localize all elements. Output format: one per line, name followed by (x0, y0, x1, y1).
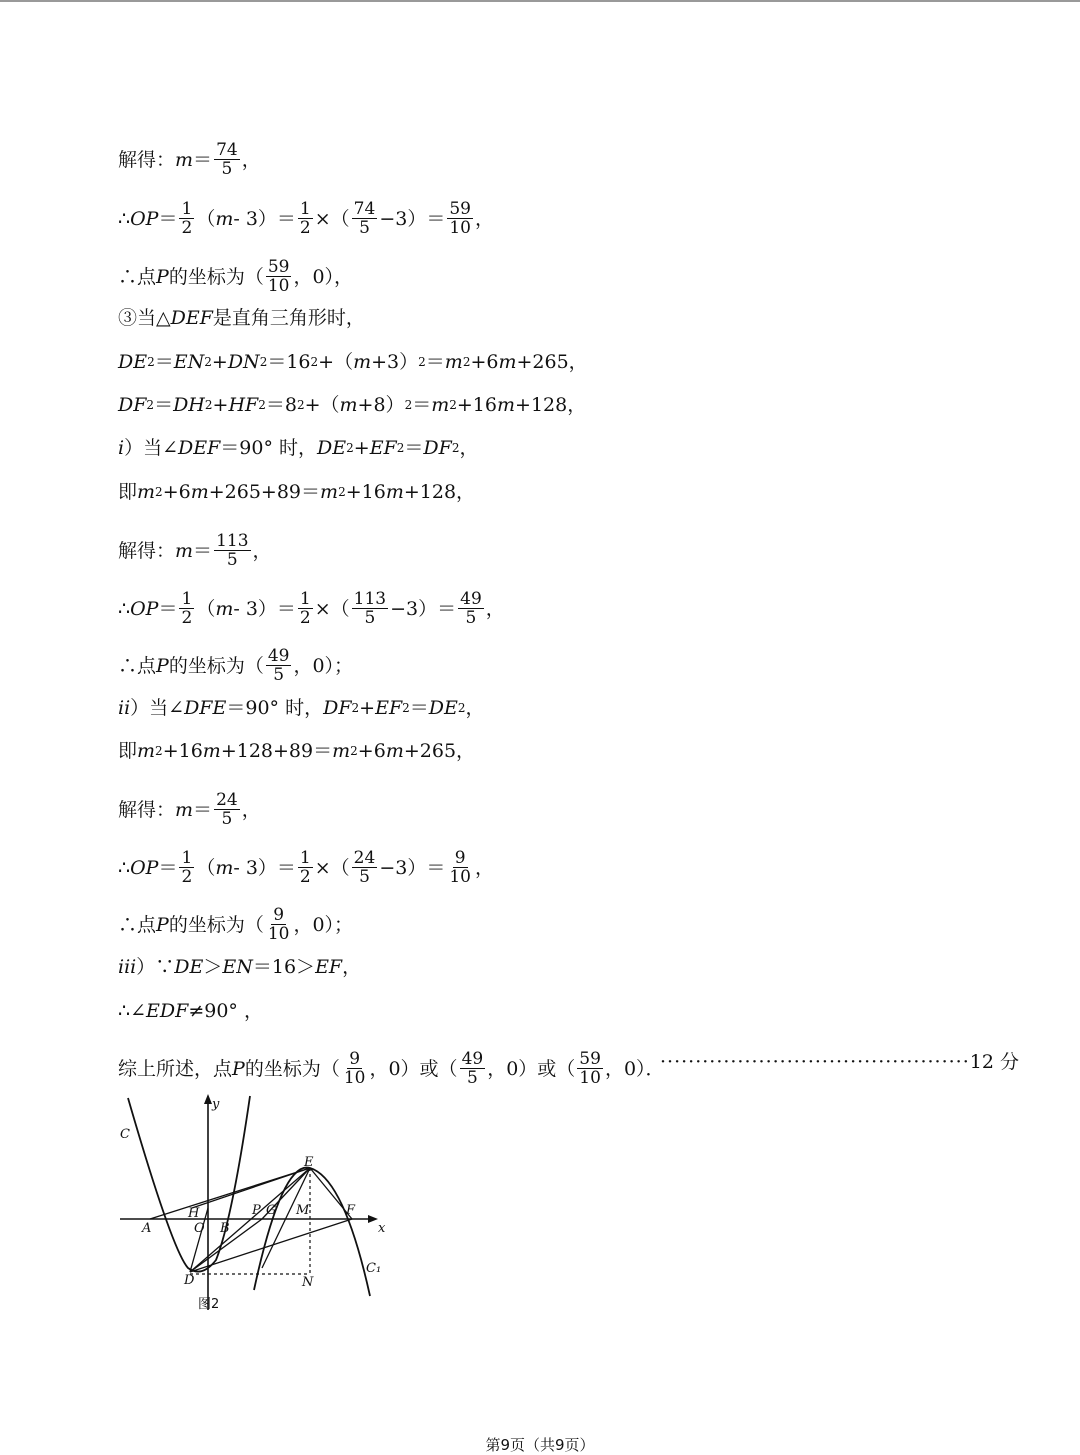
label-c: C (120, 1127, 130, 1142)
math-variable: m (175, 148, 194, 171)
text-run: ， (474, 207, 494, 230)
parabola-diagram (112, 1090, 412, 1320)
fraction-numerator: 9 (349, 1049, 361, 1069)
line-df (190, 1219, 352, 1272)
text-run: 的坐标为（ (168, 265, 264, 288)
math-variable: P (156, 265, 169, 288)
text-run: 解得： (118, 539, 176, 562)
text-run: ＝ (154, 394, 174, 416)
text-run: ＝ (193, 148, 213, 171)
text-run: ＝ (404, 437, 424, 459)
fraction-denominator: 5 (465, 608, 477, 628)
text-run: + (211, 351, 228, 373)
math-variable: ii (118, 697, 131, 719)
text-run: + (359, 697, 376, 719)
fraction-denominator: 2 (299, 608, 311, 628)
solution-line (118, 791, 261, 828)
fraction-denominator: 5 (221, 809, 233, 829)
fraction (298, 590, 313, 627)
text-run: ，0）或（ (487, 1057, 576, 1080)
text-run: ＝90° 时， (226, 697, 324, 719)
fraction-numerator: 49 (460, 589, 482, 609)
text-run: ＞ (203, 956, 223, 978)
solution-line (118, 141, 261, 178)
line-ge (262, 1168, 310, 1268)
solution-line: DF 2 ＝ DH 2 + HF 2 ＝8 2 +（ m +8） 2 ＝ m 2 +16 m +128， (118, 394, 587, 416)
fraction (352, 849, 378, 886)
math-variable: DF (423, 437, 452, 459)
text-run: +（ (318, 351, 354, 373)
fraction-numerator: 1 (181, 848, 193, 868)
fraction-denominator: 2 (299, 867, 311, 887)
text-run: ＝16 (267, 351, 311, 373)
text-run: ， (241, 798, 261, 821)
math-variable: m (339, 394, 358, 416)
text-run: +16 (456, 394, 497, 416)
solution-line (118, 1050, 665, 1087)
text-run: ＝90° 时， (220, 437, 318, 459)
text-run: +128+89＝ (220, 740, 333, 762)
text-run: −3）＝ (379, 856, 446, 879)
solution-line (118, 906, 353, 943)
fraction (214, 532, 250, 569)
solution-line: i ）当∠ DEF ＝90° 时， DE 2 + EF 2 ＝ DF 2 ， (118, 437, 479, 459)
math-variable: EF (369, 437, 397, 459)
fraction-denominator: 10 (267, 924, 290, 944)
label-g: G (266, 1203, 277, 1218)
label-m: M (296, 1203, 310, 1218)
solution-line (118, 955, 361, 979)
math-variable: EN (173, 351, 205, 373)
fraction-numerator: 1 (299, 199, 311, 219)
math-variable: OP (130, 856, 159, 879)
fraction (266, 906, 292, 943)
fraction (179, 590, 194, 627)
text-run: ＝ (158, 597, 178, 620)
math-variable: m (385, 481, 404, 503)
solution-line: ii ）当∠ DFE ＝90° 时， DF 2 + EF 2 ＝ DE 2 ， (118, 697, 485, 719)
text-run: ＝ (409, 697, 429, 719)
text-run: + (212, 394, 229, 416)
solution-line (118, 590, 505, 627)
math-variable: m (497, 394, 516, 416)
math-variable: m (498, 351, 517, 373)
text-run: ≠90° ， (188, 1000, 263, 1022)
math-variable: m (353, 351, 372, 373)
text-run: ∴点 (118, 265, 157, 288)
fraction-denominator: 10 (449, 867, 471, 887)
text-run: ，0）或（ (369, 1057, 458, 1080)
text-run: ∴ (118, 856, 131, 879)
text-run: +128， (403, 481, 476, 503)
score-value: 12 分 (969, 1051, 1019, 1073)
fraction (352, 590, 388, 627)
fraction-numerator: 9 (273, 905, 285, 925)
solution-line (118, 258, 353, 295)
text-run: （ (196, 597, 216, 620)
figure-2 (112, 1090, 412, 1320)
fraction-numerator: 49 (267, 646, 290, 666)
text-run: ）∵ (136, 956, 175, 978)
text-run: +3） (371, 351, 419, 373)
text-run: ×（ (314, 207, 350, 230)
fraction-denominator: 2 (181, 867, 193, 887)
math-variable: m (215, 597, 234, 620)
math-variable: EN (222, 956, 253, 978)
math-variable: DN (227, 351, 260, 373)
text-run: - 3）＝ (233, 597, 296, 620)
text-run: +265， (516, 351, 588, 373)
label-o: O (194, 1221, 205, 1236)
text-run: ＝ (193, 539, 213, 562)
fraction-numerator: 113 (353, 589, 387, 609)
fraction-denominator: 10 (267, 276, 290, 296)
text-run: ＝16＞ (252, 956, 316, 978)
text-run: ，0）； (293, 913, 354, 936)
label-e: E (304, 1155, 314, 1170)
text-run: 解得： (118, 798, 176, 821)
label-b: B (220, 1221, 230, 1236)
text-run: ）当∠ (130, 697, 185, 719)
text-run: （ (196, 207, 216, 230)
fraction-denominator: 10 (579, 1068, 601, 1088)
label-x: x (378, 1221, 386, 1236)
score-marker (660, 1050, 1019, 1074)
fraction (179, 849, 194, 886)
math-variable: DE (317, 437, 347, 459)
text-run: ＝ (158, 856, 178, 879)
text-run: ＝ (154, 351, 174, 373)
text-run: +16 (345, 481, 386, 503)
text-run: ， (459, 437, 479, 459)
fraction-denominator: 2 (299, 218, 311, 238)
solution-line: 即 m 2 +16 m +128+89＝ m 2 +6 m +265， (118, 740, 476, 762)
text-run: ，0）； (293, 654, 354, 677)
text-run: ， (252, 539, 272, 562)
text-run: ＝ (425, 351, 445, 373)
text-run: 的坐标为（ (168, 913, 264, 936)
text-run: +6 (470, 351, 499, 373)
fraction-denominator: 5 (359, 218, 370, 238)
text-run: 解得： (118, 148, 176, 171)
math-variable: m (137, 481, 156, 503)
fraction (447, 849, 473, 886)
text-run: ， (474, 856, 494, 879)
fraction-denominator: 5 (359, 867, 370, 887)
text-run: ，0）． (604, 1057, 665, 1080)
math-variable: DE (118, 351, 148, 373)
math-variable: DE (174, 956, 204, 978)
fraction-denominator: 10 (449, 218, 471, 238)
solution-line (118, 849, 494, 886)
text-run: ， (465, 697, 485, 719)
math-variable: P (156, 913, 169, 936)
text-run: ③当△ (118, 307, 171, 329)
text-run: +128， (515, 394, 587, 416)
label-n: N (302, 1275, 314, 1290)
math-variable: m (215, 856, 234, 879)
figure-caption: 图2 (198, 1297, 220, 1312)
math-variable: EF (315, 956, 343, 978)
text-run: 的坐标为（ (244, 1057, 340, 1080)
fraction-numerator: 1 (299, 589, 311, 609)
fraction-numerator: 9 (454, 848, 466, 868)
text-run: +（ (304, 394, 340, 416)
math-variable: OP (130, 597, 159, 620)
math-variable: m (444, 351, 463, 373)
fraction-denominator: 2 (181, 608, 193, 628)
fraction-numerator: 59 (267, 257, 290, 277)
solution-line (118, 999, 263, 1023)
text-run: - 3）＝ (233, 856, 296, 879)
fraction (447, 200, 473, 237)
score-dots: ············································ (660, 1051, 970, 1073)
text-run: 的坐标为（ (168, 654, 264, 677)
text-run: ， (342, 956, 362, 978)
text-run: + (353, 437, 370, 459)
fraction-denominator: 5 (273, 665, 285, 685)
fraction (214, 141, 240, 178)
math-variable: m (175, 798, 194, 821)
text-run: ，0）， (293, 265, 354, 288)
text-run: - 3）＝ (233, 207, 296, 230)
fraction-numerator: 1 (181, 589, 193, 609)
text-run: ＝ (193, 798, 213, 821)
solution-line (118, 532, 272, 569)
math-variable: DH (173, 394, 205, 416)
fraction (266, 258, 292, 295)
text-run: （ (196, 856, 216, 879)
math-variable: EDF (146, 1000, 189, 1022)
text-run: +265， (403, 740, 476, 762)
label-p: P (252, 1203, 261, 1218)
math-variable: HF (228, 394, 259, 416)
label-c1: C₁ (366, 1261, 382, 1276)
fraction (352, 200, 378, 237)
math-variable: OP (130, 207, 159, 230)
text-run: ∴∠ (118, 1000, 147, 1022)
math-variable: DF (118, 394, 147, 416)
x-axis-arrow-icon (368, 1215, 378, 1223)
text-run: 即 (118, 740, 138, 762)
text-run: +265+89＝ (208, 481, 321, 503)
y-axis-arrow-icon (204, 1094, 212, 1104)
text-run: −3）＝ (379, 207, 446, 230)
math-variable: m (190, 481, 209, 503)
fraction (298, 849, 313, 886)
fraction-numerator: 74 (216, 140, 238, 160)
math-variable: m (431, 394, 450, 416)
text-run: ∴点 (118, 913, 157, 936)
fraction-numerator: 24 (353, 848, 376, 868)
text-run: −3）＝ (390, 597, 457, 620)
text-run: +6 (357, 740, 386, 762)
fraction-numerator: 59 (579, 1049, 601, 1069)
fraction (458, 590, 484, 627)
solution-line: DE 2 ＝ EN 2 + DN 2 ＝16 2 +（ m +3） 2 ＝ m 2 +6 m +265， (118, 351, 588, 373)
fraction (577, 1050, 603, 1087)
text-run: +16 (162, 740, 203, 762)
fraction-numerator: 1 (299, 848, 311, 868)
fraction-denominator: 5 (226, 550, 238, 570)
fraction-numerator: 113 (216, 531, 249, 551)
top-border (0, 0, 1080, 2)
text-run: +8） (357, 394, 405, 416)
math-variable: DFE (184, 697, 227, 719)
math-variable: m (202, 740, 221, 762)
text-run: ∴ (118, 207, 131, 230)
math-variable: m (175, 539, 194, 562)
label-f: F (346, 1203, 356, 1218)
math-variable: DEF (170, 307, 213, 329)
math-variable: DF (323, 697, 352, 719)
parabola-c (128, 1096, 250, 1272)
math-variable: P (232, 1057, 245, 1080)
math-variable: EF (375, 697, 403, 719)
solution-line (118, 306, 365, 330)
fraction-denominator: 5 (364, 608, 376, 628)
fraction (460, 1050, 486, 1087)
math-variable: P (156, 654, 169, 677)
text-run: 即 (118, 481, 138, 503)
fraction-numerator: 59 (449, 199, 471, 219)
text-run: 是直角三角形时， (212, 307, 365, 329)
label-y: y (212, 1097, 220, 1112)
label-a: A (142, 1221, 152, 1236)
math-variable: m (332, 740, 351, 762)
text-run: ×（ (314, 856, 350, 879)
solution-line (118, 647, 353, 684)
page-footer: 第9页（共9页） (485, 1436, 595, 1454)
text-run: 综上所述，点 (118, 1057, 233, 1080)
text-run: ＝ (412, 394, 432, 416)
fraction (179, 200, 194, 237)
solution-line: 即 m 2 +6 m +265+89＝ m 2 +16 m +128， (118, 481, 476, 503)
fraction-denominator: 5 (221, 159, 233, 179)
math-variable: i (118, 437, 125, 459)
fraction (266, 647, 292, 684)
fraction-numerator: 1 (181, 199, 193, 219)
text-run: ×（ (314, 597, 350, 620)
math-variable: iii (118, 956, 137, 978)
solution-line (118, 200, 494, 237)
text-run: ∴点 (118, 654, 157, 677)
fraction-denominator: 2 (181, 218, 193, 238)
text-run: ∴ (118, 597, 131, 620)
fraction-numerator: 24 (216, 790, 238, 810)
text-run: ＝8 (265, 394, 297, 416)
line-he (192, 1168, 310, 1208)
text-run: ）当∠ (124, 437, 178, 459)
text-run: ， (241, 148, 261, 171)
text-run: ＝ (158, 207, 178, 230)
fraction-numerator: 49 (461, 1049, 484, 1069)
text-run: ， (485, 597, 505, 620)
math-variable: m (137, 740, 156, 762)
label-h: H (188, 1206, 200, 1221)
math-variable: m (215, 207, 234, 230)
fraction (342, 1050, 368, 1087)
fraction (298, 200, 313, 237)
text-run: +6 (162, 481, 191, 503)
fraction (214, 791, 240, 828)
label-d: D (184, 1273, 195, 1288)
fraction-denominator: 5 (466, 1068, 478, 1088)
math-variable: m (385, 740, 404, 762)
fraction-denominator: 10 (343, 1068, 366, 1088)
math-variable: m (320, 481, 339, 503)
math-variable: DEF (178, 437, 221, 459)
math-variable: DE (428, 697, 458, 719)
fraction-numerator: 74 (353, 199, 376, 219)
